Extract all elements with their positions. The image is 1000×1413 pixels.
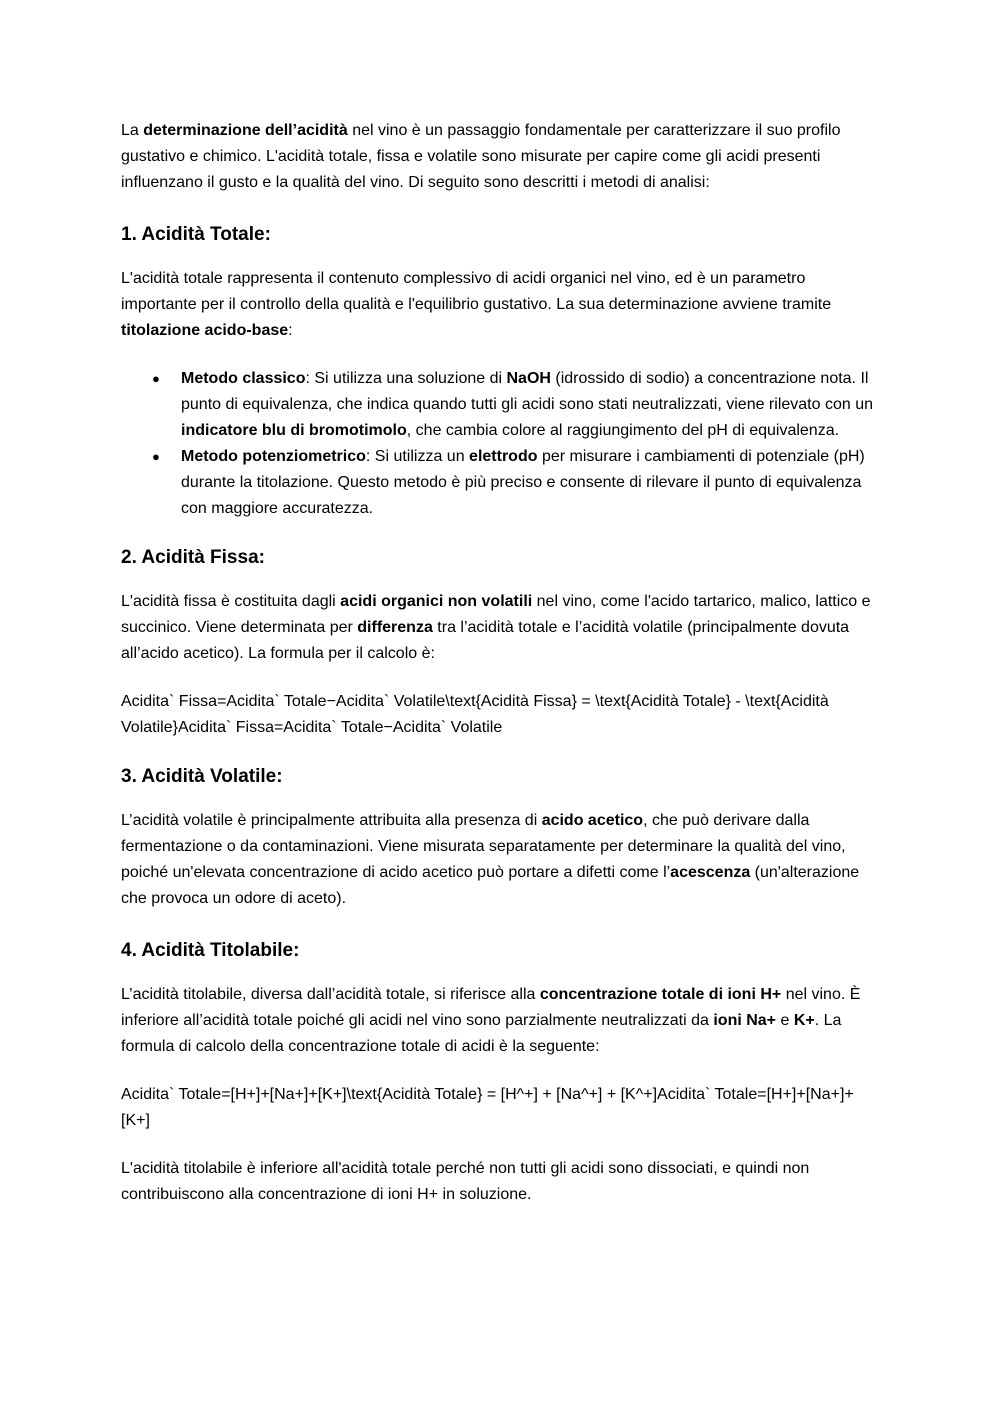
- list-item-metodo-potenziometrico: [121, 444, 881, 522]
- formula-acidita-fissa: Acidita` Fissa=Acidita` Totale−Acidita` Volatile\text{Acidità Fissa} = \text{Acidità Totale} - \text{Acidità Volatile}Acidita` Fissa=Acidita` Totale−Acidita` Volatile: [121, 693, 829, 736]
- section1-text: :: [288, 322, 293, 339]
- list-item-bold: elettrodo: [469, 448, 538, 465]
- section4-text: L’acidità titolabile, diversa dall’acidità totale, si riferisce alla: [121, 986, 540, 1003]
- section1-paragraph: [121, 266, 881, 344]
- section3-bold: acescenza: [670, 864, 751, 881]
- section2-paragraph: [121, 589, 881, 667]
- section3-text: (un'alterazione che provoca un odore di aceto).: [121, 864, 860, 907]
- document-page: [121, 118, 881, 1208]
- bullet-icon: ●: [152, 449, 160, 464]
- formula-acidita-totale: Acidita` Totale=[H+]+[Na+]+[K+]\text{Acidità Totale} = [H^+] + [Na^+] + [K^+]Acidita` Totale=[H+]+[Na+]+[K+]: [121, 1086, 854, 1129]
- section4-bold: K+: [793, 1012, 815, 1029]
- section3-paragraph: [121, 808, 881, 912]
- section4-bold: ioni Na+: [713, 1012, 777, 1029]
- section1-text: L'acidità totale rappresenta il contenuto complessivo di acidi organici nel vino, ed è un parametro importante per il controllo della qualità e l'equilibrio gustativo. La sua determinazione avviene tramite: [121, 270, 832, 313]
- section3-text: , che può derivare dalla fermentazione o da contaminazioni. Viene misurata separatamente per determinare la qualità del vino, poiché un'elevata concentrazione di acido acetico può portare a difetti come l’: [121, 812, 846, 881]
- section1-bold: titolazione acido-base: [121, 322, 289, 339]
- intro-text: La: [121, 122, 144, 139]
- section2-text: tra l’acidità totale e l’acidità volatile (principalmente dovuta all’acido acetico). La formula per il calcolo è:: [121, 619, 850, 662]
- list-item-text: : Si utilizza un: [365, 448, 470, 465]
- section-heading-acidita-titolabile: 4. Acidità Titolabile:: [121, 940, 300, 961]
- section4-text: nel vino. È inferiore all’acidità totale poiché gli acidi nel vino sono parzialmente neutralizzati da: [121, 986, 861, 1029]
- section3-text: L’acidità volatile è principalmente attribuita alla presenza di: [121, 812, 542, 829]
- section-heading-acidita-totale: 1. Acidità Totale:: [121, 224, 271, 245]
- intro-paragraph: [121, 118, 881, 196]
- list-item-text: : Si utilizza una soluzione di: [305, 370, 507, 387]
- list-item-bold: indicatore blu di bromotimolo: [181, 422, 407, 439]
- section-heading-acidita-fissa: 2. Acidità Fissa:: [121, 547, 265, 568]
- intro-bold: determinazione dell’acidità: [143, 122, 348, 139]
- section2-text: L'acidità fissa è costituita dagli: [121, 593, 341, 610]
- closing-paragraph: L'acidità titolabile è inferiore all'acidità totale perché non tutti gli acidi sono dissociati, e quindi non contribuiscono alla concentrazione di ioni H+ in soluzione.: [121, 1160, 810, 1203]
- section3-bold: acido acetico: [541, 812, 644, 829]
- section4-text: e: [776, 1012, 794, 1029]
- list-item-text: (idrossido di sodio) a concentrazione nota. Il punto di equivalenza, che indica quando tutti gli acidi sono stati neutralizzati, viene rilevato con un: [181, 370, 873, 413]
- intro-text: nel vino è un passaggio fondamentale per caratterizzare il suo profilo gustativo e chimico. L'acidità totale, fissa e volatile sono misurate per capire come gli acidi presenti influenzano il gusto e la qualità del vino. Di seguito sono descritti i metodi di analisi:: [121, 122, 841, 191]
- list-item-bold: Metodo classico: [181, 370, 306, 387]
- list-item-text: , che cambia colore al raggiungimento del pH di equivalenza.: [406, 422, 840, 439]
- list-item-bold: NaOH: [506, 370, 551, 387]
- methods-list: [121, 366, 881, 522]
- section2-bold: acidi organici non volatili: [340, 593, 533, 610]
- section4-bold: concentrazione totale di ioni H+: [539, 986, 782, 1003]
- list-item-text: per misurare i cambiamenti di potenziale (pH) durante la titolazione. Questo metodo è più preciso e consente di rilevare il punto di equivalenza con maggiore accuratezza.: [181, 448, 865, 517]
- section2-text: nel vino, come l'acido tartarico, malico, lattico e succinico. Viene determinata per: [121, 593, 871, 636]
- section4-text: . La formula di calcolo della concentrazione totale di acidi è la seguente:: [121, 1012, 842, 1055]
- list-item-bold: Metodo potenziometrico: [181, 448, 366, 465]
- section4-paragraph: [121, 982, 881, 1060]
- section2-bold: differenza: [357, 619, 433, 636]
- list-item-metodo-classico: [121, 366, 881, 444]
- bullet-icon: ●: [152, 371, 160, 386]
- section-heading-acidita-volatile: 3. Acidità Volatile:: [121, 766, 283, 787]
